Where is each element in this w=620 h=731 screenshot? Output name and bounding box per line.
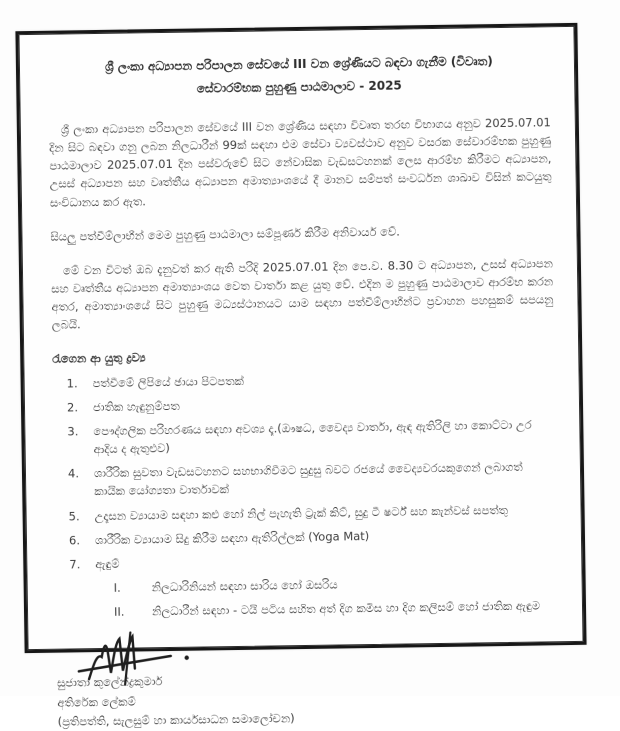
items-list [53,367,559,622]
list-item [69,524,557,549]
paragraph-1: ශ්‍රී ලංකා අධ්‍යාපන පරිපාලන සේවයේ III වන ශ්‍රේණිය සඳහා විවෘත තරඟ විභාගය අනුව 2025.07.01 දින සිට බඳවා ගනු ලබන නිලධාරීන් 99ක් සඳහා එම සේවා ව්‍යවස්ථාව අනුව වසරක සේවාරම්භක පුහුණු පාඨමාලාව 2025.07.01 දින පස්වරුවේ සිට නේවාසික වැඩසටහනක් ලෙස ආරම්භ කිරීමට අධ්‍යාපන, උසස් අධ්‍යාපන සහ වෘත්තීය අධ්‍යාපන අමාත්‍යාංශයේ දී මානව සම්පත් සංවර්ධන ශාඛාව විසින් කටයුතු සංවිධානය කර ඇත. [49,115,552,210]
sub-list-item [114,572,558,597]
paragraph-2: සියලු පත්වීම්ලාභීන් මෙම පුහුණු පාඨමාලා සම්පූර්ණ කිරීම අනිවාර්ය වේ. [50,224,400,244]
list-item [69,548,557,573]
list-item-text: උදෑසන ව්‍යායාම සඳහා කළු හෝ නිල් පැහැති ට්‍රැක් කිට්, සුදු ටී ෂර්ට් සහ කැන්වස් සපත්තු [94,502,509,523]
document-border-frame [15,23,586,729]
list-heading: රැගෙන ආ යුතු ද්‍රව්‍ය [52,350,146,367]
list-item-text: ඇඳුම් [95,556,120,571]
sub-list-item-text: නිලධාරිනියන් සඳහා සාරිය හෝ ඔසරිය [151,577,338,595]
list-item-number: 1. [66,375,78,391]
document-content [48,51,560,730]
paragraph-3: මේ වන විටත් ඔබ දැනුවත් කර ඇති පරිදි 2025.07.01 දින පෙ.ව. 8.30 ට අධ්‍යාපන, උසස් අධ්‍යාපන සහ වෘත්තීය අධ්‍යාපන අමාත්‍යාංශය වෙත වාර්තා කළ යුතු වේ. එදින ම පුහුණු පාඨමාලාව ආරම්භ කරන අතර, අමාත්‍යාංශයේ සිට පුහුණු මධ්‍යස්ථානයට යාම සඳහා පත්වීම්ලාභීන්ට ප්‍රවාහන පහසුකම් සපයනු ලබයි. [51,256,554,333]
list-item-number: 4. [67,466,80,481]
sub-list-item [114,596,558,621]
signatory-name: සුජාතා කුලේන්ද්‍රකුමාර් [56,674,163,690]
list-item-number: 6. [68,533,81,548]
signatory-department: (ප්‍රතිපත්ති, සැලසුම් හා කාර්යසාධන සමාලෝචන) [57,710,295,729]
dress-code-sub-list [114,572,559,621]
list-item-number: 3. [67,424,79,439]
signature-block [57,667,560,731]
list-item [67,415,555,459]
sub-list-item-number: I. [113,580,121,595]
document-inner-border [18,26,583,729]
list-item-text: ජාතික හැඳුනුම්පත [92,398,180,414]
list-item-number: 2. [66,400,79,415]
document-title-line2: සේවාරම්භක පුහුණු පාඨමාලාව - 2025 [196,78,402,96]
list-item-text: පෞද්ගලික පරිහරණය සඳහා අවශ්‍ය දෑ.(ඖෂධ, වෛද්‍ය වාර්තා, ඇඳ ඇතිරිලි හා කොට්ටා උර ආදිය ද ඇතුළුව) [93,417,532,457]
document-title-line1: ශ්‍රී ලංකා අධ්‍යාපන පරිපාලන සේවයේ III වන ශ්‍රේණියට බඳවා ගැනීම (විවෘත) [105,54,493,74]
sub-list-item-number: II. [113,604,125,619]
list-item [67,367,555,392]
sub-list-item-text: නිලධාරීන් සඳහා - ටයි පටිය සහිත අත් දිග කමිස හා දිග කලිසම් හෝ ජාතික ඇඳුම [151,598,541,619]
list-item-text: ශාරීරික සුවතා වැඩසටහනට සහභාගිවීමට සුදුසු බවට රජයේ වෛද්‍යවරයකුගෙන් ලබාගත් කායික යෝග්‍යතා වාර්තාවක් [93,459,523,499]
list-item-text: ශාරීරික ව්‍යායාම සිදු කිරීම සඳහා ඇතිරිල්ලක් (Yoga Mat) [94,528,370,547]
list-item [68,457,556,501]
list-item-text: පත්වීමේ ලිපියේ ඡායා පිටපතක් [92,373,244,390]
list-item [68,500,556,525]
signature-handwriting-icon [74,626,225,692]
list-item [67,391,555,416]
list-item-number: 5. [68,508,80,524]
list-item-number: 7. [69,557,81,572]
signatory-position: අතිරේක ලේකම් [57,693,136,710]
